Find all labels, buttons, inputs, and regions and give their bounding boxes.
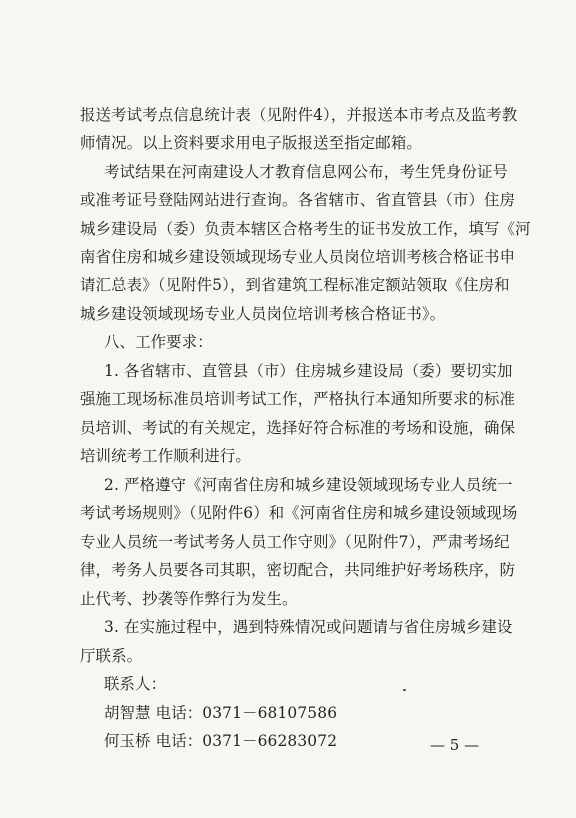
text-line: 厅联系。 bbox=[80, 647, 143, 665]
text-line: 城乡建设领域现场专业人员岗位培训考核合格证书》。 bbox=[80, 305, 446, 323]
text-line: 3. 在实施过程中，遇到特殊情况或问题请与省住房城乡建设 bbox=[104, 618, 513, 636]
text-line: 强施工现场标准员培训考试工作，严格执行本通知所要求的标准 bbox=[80, 390, 516, 408]
text-line: 报送考试考点信息统计表（见附件4），并报送本市考点及监考教 bbox=[80, 106, 518, 124]
text-line: 2. 严格遵守《河南省住房和城乡建设领域现场专业人员统一 bbox=[104, 476, 513, 494]
text-line: 止代考、抄袭等作弊行为发生。 bbox=[80, 590, 298, 608]
contact-line: 胡智慧 电话：0371－68107586 bbox=[104, 704, 338, 722]
text-line: 专业人员统一考试考务人员工作守则》（见附件7），严肃考场纪 bbox=[80, 533, 510, 551]
text-line: 城乡建设局（委）负责本辖区合格考生的证书发放工作，填写《河 bbox=[80, 220, 531, 238]
text-line: 1. 各省辖市、直管县（市）住房城乡建设局（委）要切实加 bbox=[104, 362, 513, 380]
text-line: 律，考务人员要各司其职，密切配合，共同维护好考场秩序，防 bbox=[80, 561, 516, 579]
scan-speck bbox=[403, 689, 406, 691]
text-line: 南省住房和城乡建设领域现场专业人员岗位培训考核合格证书申 bbox=[80, 248, 516, 266]
text-line: 或准考证号登陆网站进行查询。各省辖市、省直管县（市）住房 bbox=[80, 191, 516, 209]
text-line: 培训统考工作顺利进行。 bbox=[80, 447, 251, 465]
text-line: 考试结果在河南建设人才教育信息网公布，考生凭身份证号 bbox=[104, 163, 509, 181]
page-number: — 5 — bbox=[430, 736, 480, 754]
text-line: 请汇总表》（见附件5），到省建筑工程标准定额站领取《住房和 bbox=[80, 276, 510, 294]
contact-label: 联系人： bbox=[104, 675, 167, 693]
text-line: 师情况。以上资料要求用电子版报送至指定邮箱。 bbox=[80, 134, 422, 152]
text-line: 员培训、考试的有关规定，选择好符合标准的考场和设施，确保 bbox=[80, 419, 516, 437]
contact-line: 何玉桥 电话：0371－66283072 bbox=[104, 732, 338, 750]
section-heading: 八、工作要求： bbox=[104, 333, 213, 351]
text-line: 考试考场规则》（见附件6）和《河南省住房和城乡建设领域现场 bbox=[80, 504, 518, 522]
